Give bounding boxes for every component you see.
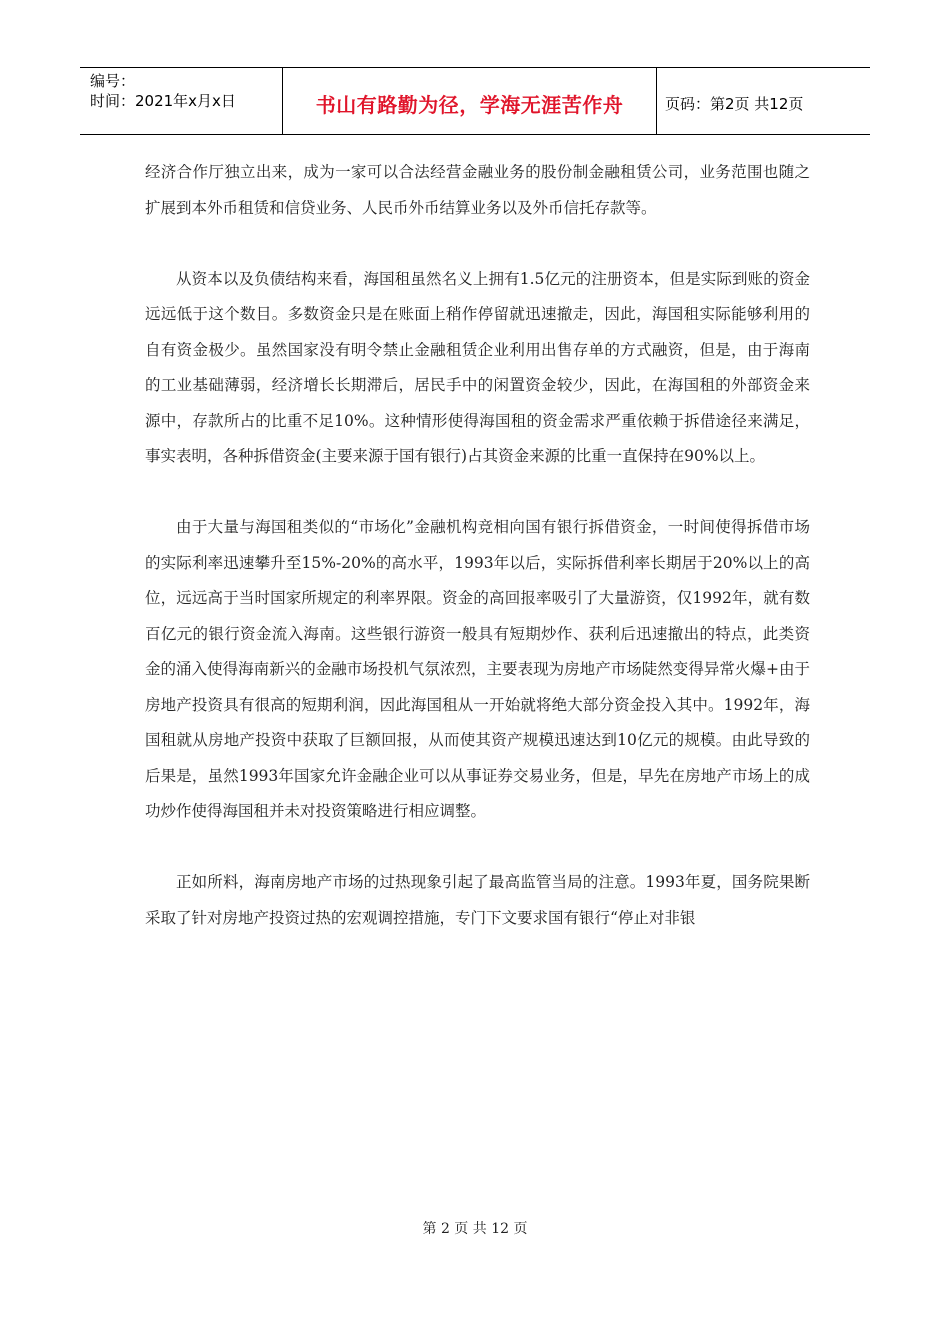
motto-text: 书山有路勤为径，学海无涯苦作舟	[315, 92, 624, 117]
document-header	[80, 67, 870, 135]
header-motto-cell	[282, 68, 657, 134]
document-date: 时间：2021年x月x日	[90, 92, 236, 110]
header-page-cell	[657, 68, 870, 134]
paragraph: 由于大量与海国租类似的“市场化”金融机构竞相向国有银行拆借资金，一时间使得拆借市场的实际利率迅速攀升至15%-20%的高水平，1993年以后，实际拆借利率长期居于20%以上的高位，远远高于当时国家所规定的利率界限。资金的高回报率吸引了大量游资，仅1992年，就有数百亿元的银行资金流入海南。这些银行游资一般具有短期炒作、获利后迅速撤出的特点，此类资金的涌入使得海南新兴的金融市场投机气氛浓烈，主要表现为房地产市场陡然变得异常火爆+由于房地产投资具有很高的短期利润，因此海国租从一开始就将绝大部分资金投入其中。1992年，海国租就从房地产投资中获取了巨额回报，从而使其资产规模迅速达到10亿元的规模。由此导致的后果是，虽然1993年国家允许金融企业可以从事证券交易业务，但是，早先在房地产市场上的成功炒作使得海国租并未对投资策略进行相应调整。	[145, 518, 810, 820]
page-footer	[0, 1218, 950, 1238]
page-info: 页码：第2页 共12页	[665, 94, 804, 113]
paragraph-continued: 经济合作厅独立出来，成为一家可以合法经营金融业务的股份制金融租赁公司，业务范围也随之扩展到本外币租赁和信贷业务、人民币外币结算业务以及外币信托存款等。	[145, 163, 810, 217]
header-meta-cell	[80, 68, 282, 134]
paragraph: 从资本以及负债结构来看，海国租虽然名义上拥有1.5亿元的注册资本，但是实际到账的资金远远低于这个数目。多数资金只是在账面上稍作停留就迅速撤走，因此，海国租实际能够利用的自有资金极少。虽然国家没有明令禁止金融租赁企业利用出售存单的方式融资，但是，由于海南的工业基础薄弱，经济增长长期滞后，居民手中的闲置资金较少，因此，在海国租的外部资金来源中，存款所占的比重不足10%。这种情形使得海国租的资金需求严重依赖于拆借途径来满足，事实表明，各种拆借资金(主要来源于国有银行)占其资金来源的比重一直保持在90%以上。	[145, 269, 810, 465]
footer-page-number: 第 2 页 共 12 页	[422, 1221, 528, 1237]
paragraph: 正如所料，海南房地产市场的过热现象引起了最高监管当局的注意。1993年夏，国务院果断采取了针对房地产投资过热的宏观调控措施，专门下文要求国有银行“停止对非银	[145, 873, 810, 927]
document-number-label: 编号：	[90, 72, 136, 90]
document-body	[145, 155, 810, 936]
